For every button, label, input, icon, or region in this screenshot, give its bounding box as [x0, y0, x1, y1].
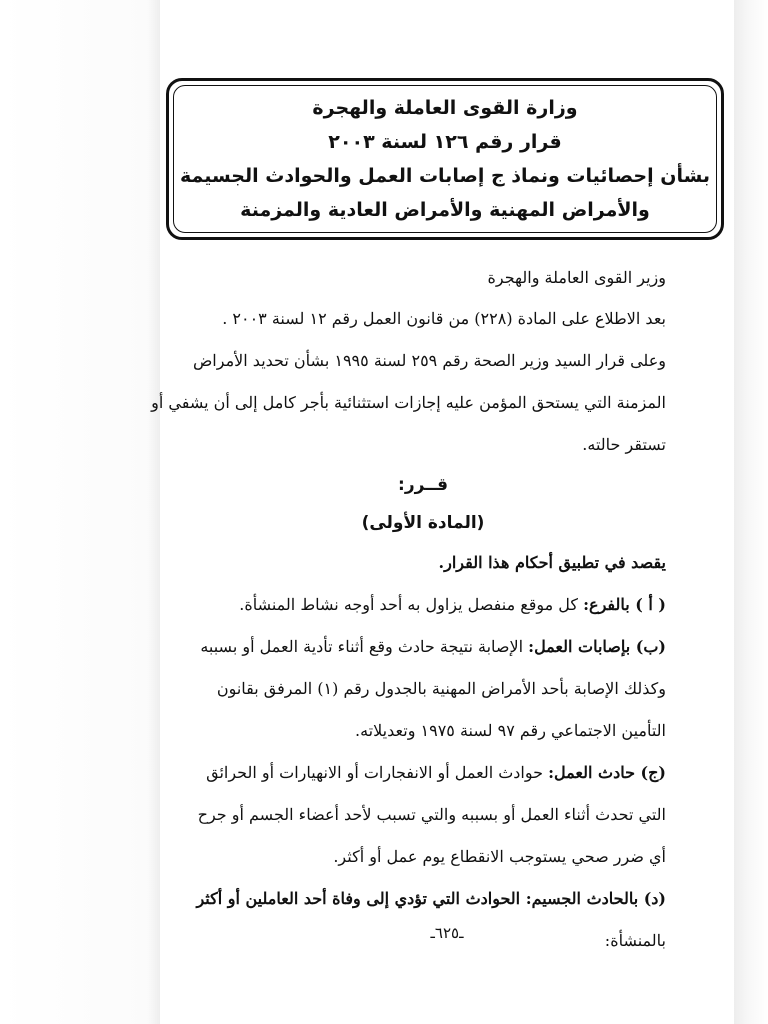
definition-d-term: (د) بالحادث الجسيم:: [525, 889, 666, 908]
definition-c-line-3: أي ضرر صحي يستوجب الانقطاع يوم عمل أو أكثر.: [333, 847, 666, 866]
decree-subject-line-1: بشأن إحصائيات ونماذ ج إصابات العمل والحوادث الجسيمة: [179, 165, 711, 187]
definition-d-line-2: بالمنشأة:: [604, 931, 666, 950]
document-page: [151, 0, 734, 1024]
definition-b-text-1: الإصابة نتيجة حادث وقع أثناء تأدية العمل أو بسببه: [200, 637, 529, 656]
definition-b-line-3: التأمين الاجتماعي رقم ٩٧ لسنة ١٩٧٥ وتعديلاته.: [355, 721, 666, 740]
page-right-edge-shadow: [734, 0, 768, 1024]
decision-heading: قــرر:: [398, 475, 448, 495]
header-frame: [166, 78, 724, 240]
document-body: [151, 258, 666, 962]
decree-subject-line-2: والأمراض المهنية والأمراض العادية والمزمنة: [240, 199, 650, 221]
definition-b: [180, 626, 666, 668]
ministry-title: وزارة القوى العاملة والهجرة: [312, 97, 578, 119]
definition-c: [180, 752, 666, 794]
definition-b-term: (ب) بإصابات العمل:: [528, 637, 666, 656]
page-number: ـ٦٢٥ـ: [430, 924, 464, 942]
minister-line: وزير القوى العاملة والهجرة: [487, 268, 666, 287]
definition-d: [180, 878, 666, 920]
page-left-margin: [0, 0, 160, 1024]
definition-c-text-1: حوادث العمل أو الانفجارات أو الانهيارات أو الحرائق: [206, 763, 549, 782]
definition-b-line-2: وكذلك الإصابة بأحد الأمراض المهنية بالجدول رقم (١) المرفق بقانون: [216, 679, 666, 698]
definition-a: [180, 584, 666, 626]
preamble-line-2: وعلى قرار السيد وزير الصحة رقم ٢٥٩ لسنة ١٩٩٥ بشأن تحديد الأمراض: [192, 351, 666, 370]
preamble-line-3: المزمنة التي يستحق المؤمن عليه إجازات استثنائية بأجر كامل إلى أن يشفي أو: [151, 393, 666, 412]
definition-c-term: (ج) حادث العمل:: [548, 763, 666, 782]
article-heading: (المادة الأولى): [361, 513, 485, 533]
definition-c-line-2: التي تحدث أثناء العمل أو بسببه والتي تسبب لأحد أعضاء الجسم أو جرح: [197, 805, 666, 824]
decree-number: قرار رقم ١٢٦ لسنة ٢٠٠٣: [328, 131, 562, 153]
definitions-intro: يقصد في تطبيق أحكام هذا القرار.: [438, 553, 666, 572]
preamble-line-1: بعد الاطلاع على المادة (٢٢٨) من قانون العمل رقم ١٢ لسنة ٢٠٠٣ .: [222, 309, 666, 328]
header-inner-frame: [173, 85, 717, 233]
definition-a-text: كل موقع منفصل يزاول به أحد أوجه نشاط المنشأة.: [239, 595, 584, 614]
definition-d-text-1: الحوادث التي تؤدي إلى وفاة أحد العاملين أو أكثر: [196, 889, 526, 908]
definition-a-term: ( أ ) بالفرع:: [583, 595, 666, 614]
preamble-line-4: تستقر حالته.: [582, 435, 666, 454]
